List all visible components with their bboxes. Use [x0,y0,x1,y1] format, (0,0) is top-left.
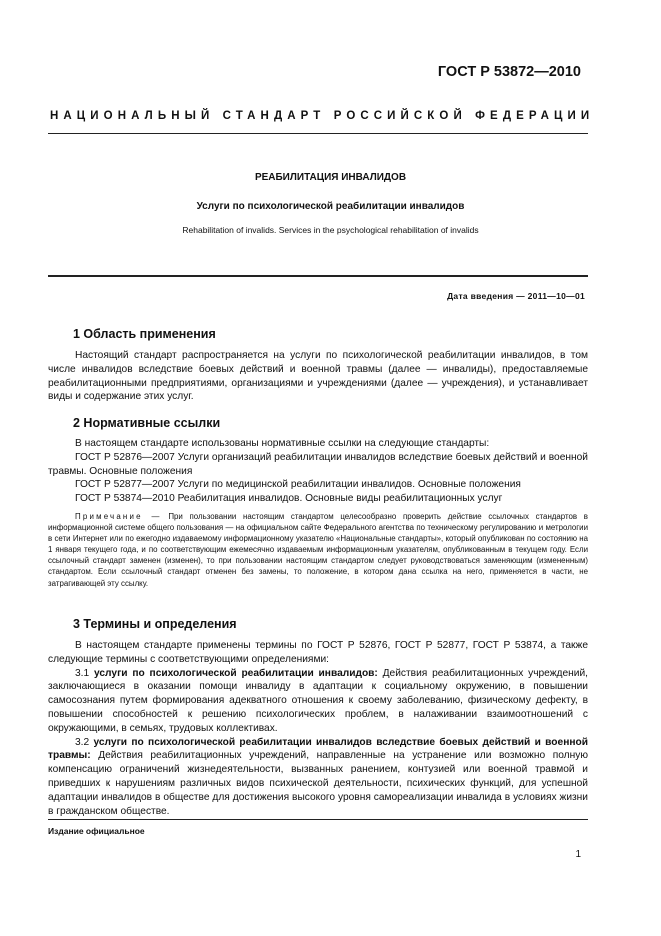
term-name: услуги по психологической реабилитации инвалидов вследствие боевых действий и военной травмы: [48,736,588,762]
term-definition: Действия реабилитационных учреждений, заключающиеся в оказании помощи инвалиду в адаптации к социальному окружению, в повышении самосознания путем формирования адекватного отношения к своему заболеванию, физическому дефекту, в повышении способностей к решению психологических проблем, в налаживании взаимоотношений с окружающими, в семьях, трудовых коллективах. [48,667,588,734]
section-2-note [48,511,588,589]
reference-item: ГОСТ Р 53874—2010 Реабилитация инвалидов. Основные виды реабилитационных услуг [75,493,503,505]
section-2-body [48,437,588,506]
term-3-1 [48,667,588,736]
term-3-2 [48,736,588,819]
note-text: При пользовании настоящим стандартом целесообразно проверить действие ссылочных стандартов в информационной системе общего пользования — на официальном сайте Федерального агентства по техническому регулированию и метрологии в сети Интернет или по ежегодно издаваемому информационному указателю «Национальные стандарты», который опубликован по состоянию на 1 января текущего года, и по соответствующим ежемесячно издаваемым информационным указателям, опубликованным в текущем году. Если ссылочный стандарт заменен (изменен), то при пользовании настоящим стандартом следует руководствоваться заменяющим (измененным) стандартом. Если ссылочный стандарт отменен без замены, то положение, в котором дана ссылка на него, применяется в части, не затрагивающей эту ссылку. [48,512,588,588]
national-standard-banner: НАЦИОНАЛЬНЫЙ СТАНДАРТ РОССИЙСКОЙ ФЕДЕРАЦИИ [50,110,595,122]
reference-item: ГОСТ Р 52876—2007 Услуги организаций реабилитации инвалидов вследствие боевых действий и военной травмы. Основные положения [48,451,588,477]
footer-divider [48,819,588,820]
header-divider [48,133,588,134]
official-edition-label: Издание официальное [48,826,145,836]
term-number: 3.1 [75,667,90,679]
standard-code: ГОСТ Р 53872—2010 [437,64,581,80]
reference-item: ГОСТ Р 52877—2007 Услуги по медицинской реабилитации инвалидов. Основные положения [75,479,521,491]
title-divider [48,275,588,277]
section-2-heading: 2 Нормативные ссылки [73,416,221,430]
section-1-heading: 1 Область применения [73,327,216,341]
term-name: услуги по психологической реабилитации инвалидов: [93,667,378,679]
english-title: Rehabilitation of invalids. Services in the psychological rehabilitation of invalids [182,225,479,235]
section-3-heading: 3 Термины и определения [73,617,237,631]
section-3-body [48,639,588,818]
document-title: РЕАБИЛИТАЦИЯ ИНВАЛИДОВ [254,172,407,183]
term-definition: Действия реабилитационных учреждений, направленные на устранение или возможно полную компенсацию ограничений жизнедеятельности, вызванных ранением, контузией или военной травмой и приведших к нарушениям различных видов психической деятельности, психических функций, для успешной адаптации инвалидов в обществе для достижения высокого уровня самореализации инвалида в условиях жизни в гражданском обществе. [48,750,588,817]
section-1-body [48,349,588,404]
page-number: 1 [575,849,581,860]
term-number: 3.2 [75,736,90,748]
section-1-text: Настоящий стандарт распространяется на услуги по психологической реабилитации инвалидов, в том числе инвалидов вследствие боевых действий и военной травмы (далее — инвалиды), предоставляемые реабилитационными предприятиями, организациями и учреждениями (далее — учреждения), и устанавливает виды и содержание этих услуг. [48,350,588,403]
note-label: Примечание — [75,512,162,521]
section-2-intro: В настоящем стандарте использованы нормативные ссылки на следующие стандарты: [75,438,490,449]
section-3-intro: В настоящем стандарте применены термины по ГОСТ Р 52876, ГОСТ Р 52877, ГОСТ Р 53874, а также следующие термины с соответствующими определениями: [48,640,588,665]
document-subtitle: Услуги по психологической реабилитации инвалидов [196,201,465,212]
introduction-date: Дата введения — 2011—10—01 [447,291,585,301]
